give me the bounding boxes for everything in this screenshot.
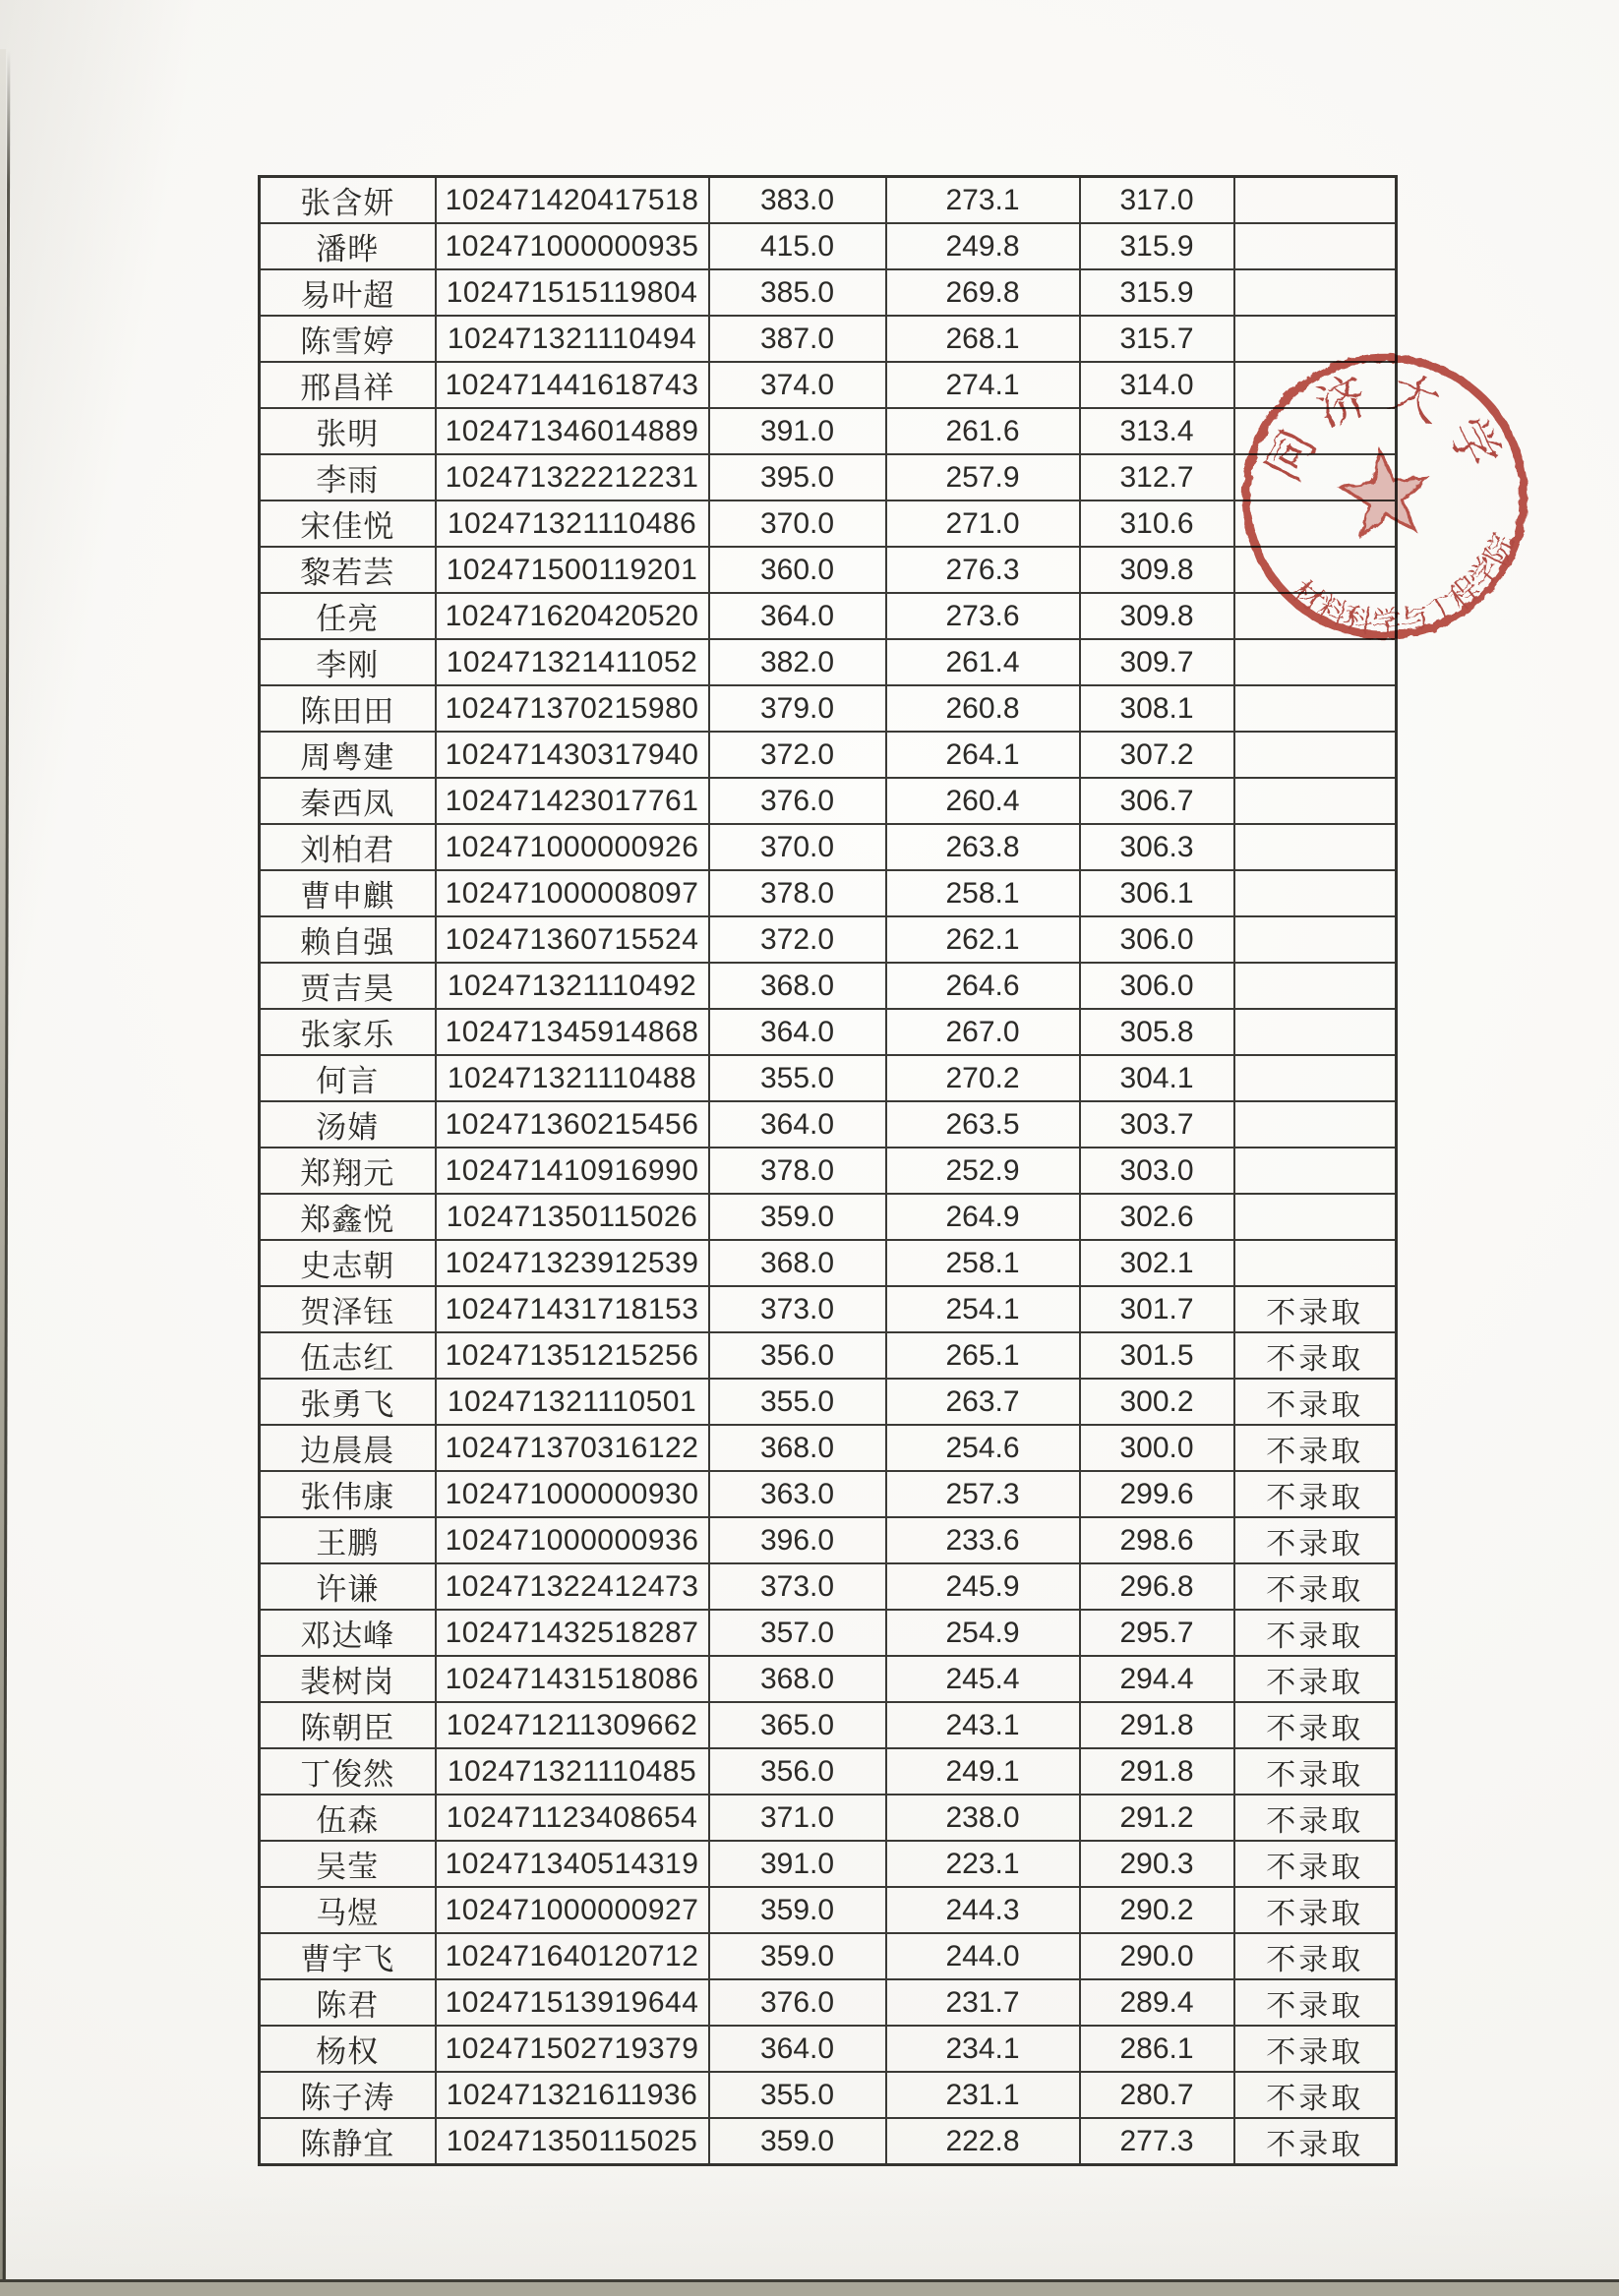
cell-exam-id: 102471345914868 <box>436 1009 709 1055</box>
table-row <box>260 1933 1397 1979</box>
cell-name: 吴莹 <box>260 1841 436 1887</box>
cell-status <box>1234 1101 1397 1148</box>
cell-score2: 222.8 <box>886 2118 1080 2165</box>
cell-score1: 368.0 <box>709 1425 886 1471</box>
cell-total: 301.7 <box>1080 1286 1234 1332</box>
cell-name: 贺泽钰 <box>260 1286 436 1332</box>
cell-score2: 258.1 <box>886 1240 1080 1286</box>
cell-score2: 269.8 <box>886 269 1080 316</box>
cell-total: 295.7 <box>1080 1610 1234 1656</box>
cell-score1: 372.0 <box>709 916 886 963</box>
cell-name: 任亮 <box>260 593 436 639</box>
cell-name: 贾吉昊 <box>260 963 436 1009</box>
cell-exam-id: 102471321611936 <box>436 2072 709 2118</box>
cell-total: 315.7 <box>1080 316 1234 362</box>
cell-exam-id: 102471322412473 <box>436 1563 709 1610</box>
table-row <box>260 269 1397 316</box>
cell-name: 邓达峰 <box>260 1610 436 1656</box>
cell-name: 裴树岗 <box>260 1656 436 1702</box>
cell-score1: 359.0 <box>709 2118 886 2165</box>
cell-score2: 264.9 <box>886 1194 1080 1240</box>
cell-score1: 376.0 <box>709 778 886 824</box>
cell-score1: 355.0 <box>709 1379 886 1425</box>
cell-exam-id: 102471350115026 <box>436 1194 709 1240</box>
cell-score2: 252.9 <box>886 1148 1080 1194</box>
cell-score2: 273.1 <box>886 177 1080 224</box>
cell-name: 陈子涛 <box>260 2072 436 2118</box>
cell-score2: 238.0 <box>886 1795 1080 1841</box>
table-row <box>260 1194 1397 1240</box>
cell-score2: 245.4 <box>886 1656 1080 1702</box>
cell-total: 309.8 <box>1080 593 1234 639</box>
table-row <box>260 1979 1397 2026</box>
cell-score1: 382.0 <box>709 639 886 685</box>
cell-score2: 257.9 <box>886 454 1080 500</box>
cell-score1: 374.0 <box>709 362 886 408</box>
table-row <box>260 1379 1397 1425</box>
cell-score1: 364.0 <box>709 1009 886 1055</box>
cell-score2: 233.6 <box>886 1517 1080 1563</box>
table-row <box>260 1332 1397 1379</box>
cell-score1: 372.0 <box>709 732 886 778</box>
cell-exam-id: 102471513919644 <box>436 1979 709 2026</box>
table-row <box>260 824 1397 870</box>
cell-score2: 264.6 <box>886 963 1080 1009</box>
table-row <box>260 1563 1397 1610</box>
cell-status <box>1234 1055 1397 1101</box>
cell-status: 不录取 <box>1234 1656 1397 1702</box>
cell-score2: 258.1 <box>886 870 1080 916</box>
cell-total: 290.0 <box>1080 1933 1234 1979</box>
cell-score1: 387.0 <box>709 316 886 362</box>
cell-score1: 356.0 <box>709 1332 886 1379</box>
cell-name: 杨权 <box>260 2026 436 2072</box>
cell-name: 许谦 <box>260 1563 436 1610</box>
cell-status <box>1234 824 1397 870</box>
cell-score1: 355.0 <box>709 2072 886 2118</box>
cell-total: 290.2 <box>1080 1887 1234 1933</box>
cell-status <box>1234 732 1397 778</box>
cell-score2: 249.8 <box>886 223 1080 269</box>
table-row <box>260 870 1397 916</box>
cell-score2: 254.9 <box>886 1610 1080 1656</box>
cell-status: 不录取 <box>1234 1471 1397 1517</box>
cell-score2: 261.6 <box>886 408 1080 454</box>
cell-total: 305.8 <box>1080 1009 1234 1055</box>
cell-total: 296.8 <box>1080 1563 1234 1610</box>
cell-status: 不录取 <box>1234 2118 1397 2165</box>
cell-score2: 264.1 <box>886 732 1080 778</box>
cell-score1: 370.0 <box>709 824 886 870</box>
cell-total: 310.6 <box>1080 500 1234 547</box>
cell-exam-id: 102471620420520 <box>436 593 709 639</box>
table-row <box>260 1425 1397 1471</box>
cell-status: 不录取 <box>1234 1563 1397 1610</box>
cell-name: 周粤建 <box>260 732 436 778</box>
cell-total: 298.6 <box>1080 1517 1234 1563</box>
table-row <box>260 2118 1397 2165</box>
cell-total: 291.8 <box>1080 1702 1234 1748</box>
cell-status: 不录取 <box>1234 1610 1397 1656</box>
cell-exam-id: 102471420417518 <box>436 177 709 224</box>
cell-name: 陈君 <box>260 1979 436 2026</box>
table-row <box>260 2026 1397 2072</box>
cell-name: 邢昌祥 <box>260 362 436 408</box>
cell-name: 张家乐 <box>260 1009 436 1055</box>
cell-score2: 243.1 <box>886 1702 1080 1748</box>
cell-status <box>1234 916 1397 963</box>
cell-exam-id: 102471000000935 <box>436 223 709 269</box>
cell-total: 302.6 <box>1080 1194 1234 1240</box>
cell-status <box>1234 778 1397 824</box>
cell-status: 不录取 <box>1234 1425 1397 1471</box>
cell-name: 马煜 <box>260 1887 436 1933</box>
cell-name: 张勇飞 <box>260 1379 436 1425</box>
cell-exam-id: 102471431518086 <box>436 1656 709 1702</box>
cell-name: 李刚 <box>260 639 436 685</box>
cell-total: 309.7 <box>1080 639 1234 685</box>
table-row <box>260 916 1397 963</box>
cell-total: 303.7 <box>1080 1101 1234 1148</box>
cell-score1: 368.0 <box>709 1240 886 1286</box>
cell-status <box>1234 870 1397 916</box>
cell-total: 317.0 <box>1080 177 1234 224</box>
table-row <box>260 1517 1397 1563</box>
cell-score1: 391.0 <box>709 408 886 454</box>
cell-score2: 244.3 <box>886 1887 1080 1933</box>
cell-total: 313.4 <box>1080 408 1234 454</box>
cell-name: 张含妍 <box>260 177 436 224</box>
cell-status: 不录取 <box>1234 1933 1397 1979</box>
cell-total: 294.4 <box>1080 1656 1234 1702</box>
table-row <box>260 732 1397 778</box>
cell-exam-id: 102471370215980 <box>436 685 709 732</box>
svg-text:材料科学与工程学院 <box>1281 522 1536 664</box>
cell-score1: 357.0 <box>709 1610 886 1656</box>
cell-status: 不录取 <box>1234 2072 1397 2118</box>
table-row <box>260 1748 1397 1795</box>
cell-exam-id: 102471000000936 <box>436 1517 709 1563</box>
cell-total: 286.1 <box>1080 2026 1234 2072</box>
cell-name: 刘柏君 <box>260 824 436 870</box>
cell-name: 史志朝 <box>260 1240 436 1286</box>
cell-name: 曹申麒 <box>260 870 436 916</box>
cell-score1: 379.0 <box>709 685 886 732</box>
cell-exam-id: 102471000000926 <box>436 824 709 870</box>
cell-score2: 263.8 <box>886 824 1080 870</box>
cell-status <box>1234 1194 1397 1240</box>
cell-exam-id: 102471410916990 <box>436 1148 709 1194</box>
cell-status <box>1234 963 1397 1009</box>
table-row <box>260 778 1397 824</box>
cell-status: 不录取 <box>1234 1379 1397 1425</box>
table-row <box>260 177 1397 224</box>
cell-total: 300.0 <box>1080 1425 1234 1471</box>
cell-total: 301.5 <box>1080 1332 1234 1379</box>
cell-total: 299.6 <box>1080 1471 1234 1517</box>
cell-total: 306.0 <box>1080 963 1234 1009</box>
cell-status: 不录取 <box>1234 1979 1397 2026</box>
cell-exam-id: 102471515119804 <box>436 269 709 316</box>
cell-score1: 363.0 <box>709 1471 886 1517</box>
cell-status: 不录取 <box>1234 1286 1397 1332</box>
cell-score1: 376.0 <box>709 1979 886 2026</box>
cell-score1: 378.0 <box>709 870 886 916</box>
cell-score2: 265.1 <box>886 1332 1080 1379</box>
cell-score2: 261.4 <box>886 639 1080 685</box>
cell-name: 秦西凤 <box>260 778 436 824</box>
cell-name: 何言 <box>260 1055 436 1101</box>
cell-exam-id: 102471500119201 <box>436 547 709 593</box>
cell-score2: 231.7 <box>886 1979 1080 2026</box>
cell-exam-id: 102471321411052 <box>436 639 709 685</box>
cell-score1: 360.0 <box>709 547 886 593</box>
table-row <box>260 1055 1397 1101</box>
cell-exam-id: 102471323912539 <box>436 1240 709 1286</box>
cell-score2: 231.1 <box>886 2072 1080 2118</box>
cell-exam-id: 102471321110486 <box>436 500 709 547</box>
cell-total: 304.1 <box>1080 1055 1234 1101</box>
cell-total: 280.7 <box>1080 2072 1234 2118</box>
cell-name: 曹宇飞 <box>260 1933 436 1979</box>
cell-status: 不录取 <box>1234 1332 1397 1379</box>
cell-status <box>1234 1240 1397 1286</box>
cell-total: 303.0 <box>1080 1148 1234 1194</box>
cell-score1: 396.0 <box>709 1517 886 1563</box>
cell-exam-id: 102471430317940 <box>436 732 709 778</box>
cell-name: 陈田田 <box>260 685 436 732</box>
cell-status: 不录取 <box>1234 1887 1397 1933</box>
table-row <box>260 1841 1397 1887</box>
cell-score1: 359.0 <box>709 1887 886 1933</box>
cell-score1: 383.0 <box>709 177 886 224</box>
cell-total: 315.9 <box>1080 223 1234 269</box>
cell-exam-id: 102471346014889 <box>436 408 709 454</box>
cell-exam-id: 102471000008097 <box>436 870 709 916</box>
cell-score1: 356.0 <box>709 1748 886 1795</box>
cell-exam-id: 102471211309662 <box>436 1702 709 1748</box>
cell-score1: 371.0 <box>709 1795 886 1841</box>
table-row <box>260 1610 1397 1656</box>
cell-exam-id: 102471431718153 <box>436 1286 709 1332</box>
cell-name: 汤婧 <box>260 1101 436 1148</box>
cell-exam-id: 102471360215456 <box>436 1101 709 1148</box>
cell-name: 郑鑫悦 <box>260 1194 436 1240</box>
seal-university-name: 同济大学 <box>1254 363 1516 490</box>
cell-total: 291.8 <box>1080 1748 1234 1795</box>
cell-score1: 373.0 <box>709 1563 886 1610</box>
scanner-backdrop-strip <box>0 2279 1619 2296</box>
cell-exam-id: 102471441618743 <box>436 362 709 408</box>
table-row <box>260 223 1397 269</box>
table-row <box>260 1009 1397 1055</box>
cell-total: 289.4 <box>1080 1979 1234 2026</box>
cell-score1: 364.0 <box>709 593 886 639</box>
cell-exam-id: 102471640120712 <box>436 1933 709 1979</box>
cell-status: 不录取 <box>1234 1517 1397 1563</box>
cell-score2: 273.6 <box>886 593 1080 639</box>
cell-exam-id: 102471351215256 <box>436 1332 709 1379</box>
table-row <box>260 1240 1397 1286</box>
cell-total: 312.7 <box>1080 454 1234 500</box>
cell-name: 边晨晨 <box>260 1425 436 1471</box>
cell-exam-id: 102471321110501 <box>436 1379 709 1425</box>
cell-score2: 244.0 <box>886 1933 1080 1979</box>
table-row <box>260 963 1397 1009</box>
cell-total: 306.7 <box>1080 778 1234 824</box>
cell-exam-id: 102471423017761 <box>436 778 709 824</box>
cell-score1: 365.0 <box>709 1702 886 1748</box>
cell-total: 307.2 <box>1080 732 1234 778</box>
cell-exam-id: 102471321110488 <box>436 1055 709 1101</box>
cell-score1: 359.0 <box>709 1933 886 1979</box>
cell-score2: 254.1 <box>886 1286 1080 1332</box>
cell-score1: 385.0 <box>709 269 886 316</box>
cell-score2: 267.0 <box>886 1009 1080 1055</box>
cell-score2: 263.7 <box>886 1379 1080 1425</box>
cell-score2: 223.1 <box>886 1841 1080 1887</box>
cell-score2: 260.4 <box>886 778 1080 824</box>
cell-exam-id: 102471370316122 <box>436 1425 709 1471</box>
cell-status <box>1234 685 1397 732</box>
cell-score1: 373.0 <box>709 1286 886 1332</box>
cell-total: 306.0 <box>1080 916 1234 963</box>
cell-exam-id: 102471000000927 <box>436 1887 709 1933</box>
cell-name: 丁俊然 <box>260 1748 436 1795</box>
cell-score2: 245.9 <box>886 1563 1080 1610</box>
cell-score2: 260.8 <box>886 685 1080 732</box>
table-row <box>260 1702 1397 1748</box>
cell-score2: 249.1 <box>886 1748 1080 1795</box>
cell-score1: 391.0 <box>709 1841 886 1887</box>
cell-status: 不录取 <box>1234 1795 1397 1841</box>
cell-score2: 263.5 <box>886 1101 1080 1148</box>
cell-exam-id: 102471360715524 <box>436 916 709 963</box>
cell-exam-id: 102471321110485 <box>436 1748 709 1795</box>
cell-score2: 271.0 <box>886 500 1080 547</box>
cell-exam-id: 102471322212231 <box>436 454 709 500</box>
table-row <box>260 1656 1397 1702</box>
table-row <box>260 1471 1397 1517</box>
cell-score1: 364.0 <box>709 1101 886 1148</box>
cell-status: 不录取 <box>1234 1841 1397 1887</box>
cell-status <box>1234 177 1397 224</box>
cell-status <box>1234 223 1397 269</box>
cell-name: 李雨 <box>260 454 436 500</box>
cell-name: 张伟康 <box>260 1471 436 1517</box>
cell-status <box>1234 1148 1397 1194</box>
cell-score2: 270.2 <box>886 1055 1080 1101</box>
cell-score1: 395.0 <box>709 454 886 500</box>
cell-total: 315.9 <box>1080 269 1234 316</box>
cell-status: 不录取 <box>1234 2026 1397 2072</box>
seal-department-name: 材料科学与工程学院 <box>1286 528 1522 640</box>
table-row <box>260 1795 1397 1841</box>
cell-score2: 257.3 <box>886 1471 1080 1517</box>
table-row <box>260 1101 1397 1148</box>
cell-total: 314.0 <box>1080 362 1234 408</box>
cell-exam-id: 102471321110494 <box>436 316 709 362</box>
cell-status: 不录取 <box>1234 1748 1397 1795</box>
cell-total: 308.1 <box>1080 685 1234 732</box>
cell-score2: 234.1 <box>886 2026 1080 2072</box>
cell-exam-id: 102471502719379 <box>436 2026 709 2072</box>
cell-score1: 378.0 <box>709 1148 886 1194</box>
cell-status <box>1234 1009 1397 1055</box>
official-seal-stamp <box>1218 329 1552 664</box>
table-row <box>260 1286 1397 1332</box>
cell-score2: 254.6 <box>886 1425 1080 1471</box>
cell-name: 宋佳悦 <box>260 500 436 547</box>
cell-name: 黎若芸 <box>260 547 436 593</box>
table-row <box>260 2072 1397 2118</box>
cell-exam-id: 102471432518287 <box>436 1610 709 1656</box>
cell-total: 290.3 <box>1080 1841 1234 1887</box>
cell-total: 291.2 <box>1080 1795 1234 1841</box>
cell-score2: 274.1 <box>886 362 1080 408</box>
cell-total: 302.1 <box>1080 1240 1234 1286</box>
cell-exam-id: 102471340514319 <box>436 1841 709 1887</box>
cell-status: 不录取 <box>1234 1702 1397 1748</box>
cell-exam-id: 102471000000930 <box>436 1471 709 1517</box>
cell-total: 300.2 <box>1080 1379 1234 1425</box>
cell-score1: 415.0 <box>709 223 886 269</box>
cell-status <box>1234 269 1397 316</box>
cell-name: 伍森 <box>260 1795 436 1841</box>
seal-star-icon <box>1338 447 1432 538</box>
cell-total: 306.1 <box>1080 870 1234 916</box>
cell-exam-id: 102471123408654 <box>436 1795 709 1841</box>
table-row <box>260 1887 1397 1933</box>
cell-name: 陈静宜 <box>260 2118 436 2165</box>
cell-name: 易叶超 <box>260 269 436 316</box>
cell-score1: 370.0 <box>709 500 886 547</box>
cell-name: 潘晔 <box>260 223 436 269</box>
cell-total: 277.3 <box>1080 2118 1234 2165</box>
cell-score1: 364.0 <box>709 2026 886 2072</box>
cell-exam-id: 102471321110492 <box>436 963 709 1009</box>
cell-score2: 262.1 <box>886 916 1080 963</box>
cell-score1: 355.0 <box>709 1055 886 1101</box>
table-row <box>260 685 1397 732</box>
table-row <box>260 1148 1397 1194</box>
cell-score1: 359.0 <box>709 1194 886 1240</box>
cell-score2: 268.1 <box>886 316 1080 362</box>
cell-total: 309.8 <box>1080 547 1234 593</box>
cell-name: 郑翔元 <box>260 1148 436 1194</box>
cell-name: 陈雪婷 <box>260 316 436 362</box>
cell-exam-id: 102471350115025 <box>436 2118 709 2165</box>
cell-name: 赖自强 <box>260 916 436 963</box>
cell-name: 王鹏 <box>260 1517 436 1563</box>
cell-score2: 276.3 <box>886 547 1080 593</box>
cell-score1: 368.0 <box>709 1656 886 1702</box>
cell-name: 伍志红 <box>260 1332 436 1379</box>
cell-score1: 368.0 <box>709 963 886 1009</box>
cell-name: 陈朝臣 <box>260 1702 436 1748</box>
cell-total: 306.3 <box>1080 824 1234 870</box>
cell-name: 张明 <box>260 408 436 454</box>
